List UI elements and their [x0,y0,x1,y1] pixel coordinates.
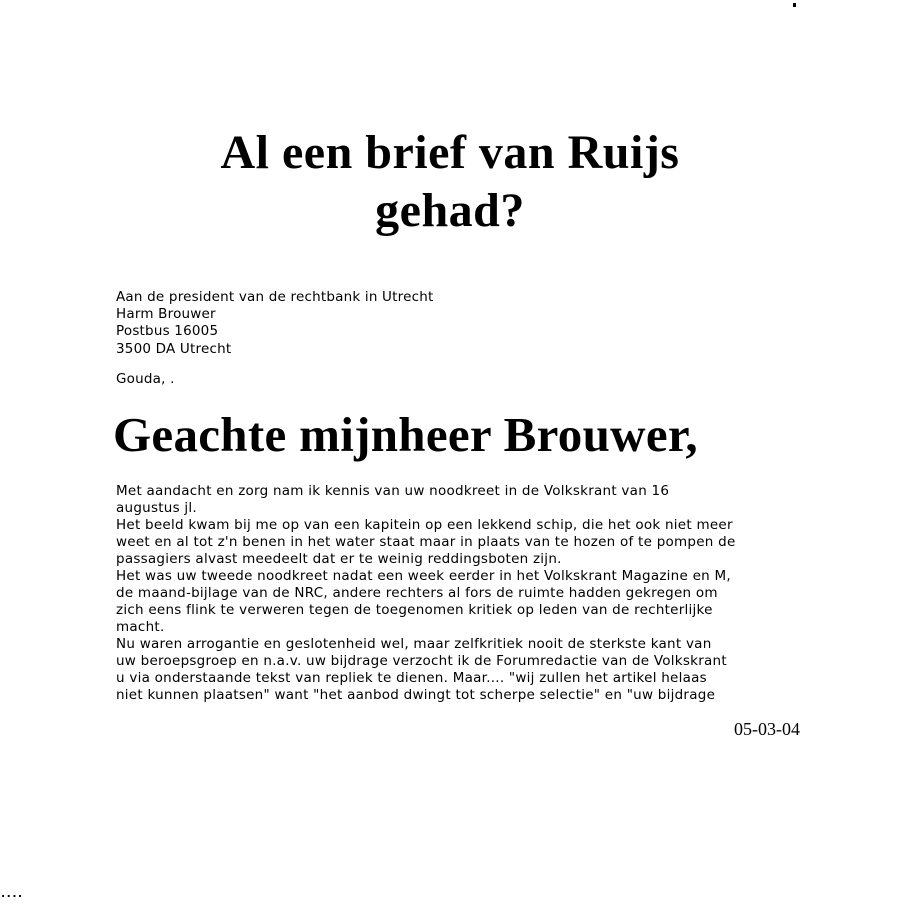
body-line: Met aandacht en zorg nam ik kennis van uw noodkreet in de Volkskrant van 16 [116,483,670,499]
body-line: zich eens flink te verweren tegen de toegenomen kritiek op leden van de rechterlijke [116,602,713,618]
letter-body [116,483,736,704]
recipient-address-block [116,289,433,358]
body-line: Het was uw tweede noodkreet nadat een week eerder in het Volkskrant Magazine en M, [116,568,731,584]
scan-dots-bottom-left: .... [1,887,24,900]
footer-date: 05-03-04 [734,719,800,739]
body-line: passagiers alvast meedeelt dat er te weinig reddingsboten zijn. [116,551,562,567]
body-line: macht. [116,619,165,635]
scan-speck-top [793,3,796,7]
body-line: u via onderstaande tekst van repliek te dienen. Maar.... "wij zullen het artikel helaas [116,670,707,686]
document-title-line-2: gehad? [375,184,525,237]
document-title [0,124,900,240]
body-line: niet kunnen plaatsen" want "het aanbod dwingt tot scherpe selectie" en "uw bijdrage [116,687,716,703]
body-line: weet en al tot z'n benen in het water staat maar in plaats van te hozen of te pompen de [116,534,736,550]
recipient-line: Harm Brouwer [116,306,216,323]
body-line: de maand-bijlage van de NRC, andere rechters al fors de ruimte hadden gekregen om [116,585,718,601]
body-line: Het beeld kwam bij me op van een kapitein op een lekkend schip, die het ook niet meer [116,517,733,533]
recipient-line: Postbus 16005 [116,323,219,340]
recipient-line: 3500 DA Utrecht [116,340,232,357]
body-line: uw beroepsgroep en n.a.v. uw bijdrage verzocht ik de Forumredactie van de Volkskrant [116,653,727,669]
recipient-line: Aan de president van de rechtbank in Utrecht [116,289,434,305]
salutation: Geachte mijnheer Brouwer, [113,407,698,462]
body-line: augustus jl. [116,500,197,516]
document-title-line-1: Al een brief van Ruijs [220,126,680,179]
place-line: Gouda, . [116,371,175,387]
body-line: Nu waren arrogantie en geslotenheid wel, maar zelfkritiek nooit de sterkste kant van [116,636,712,652]
